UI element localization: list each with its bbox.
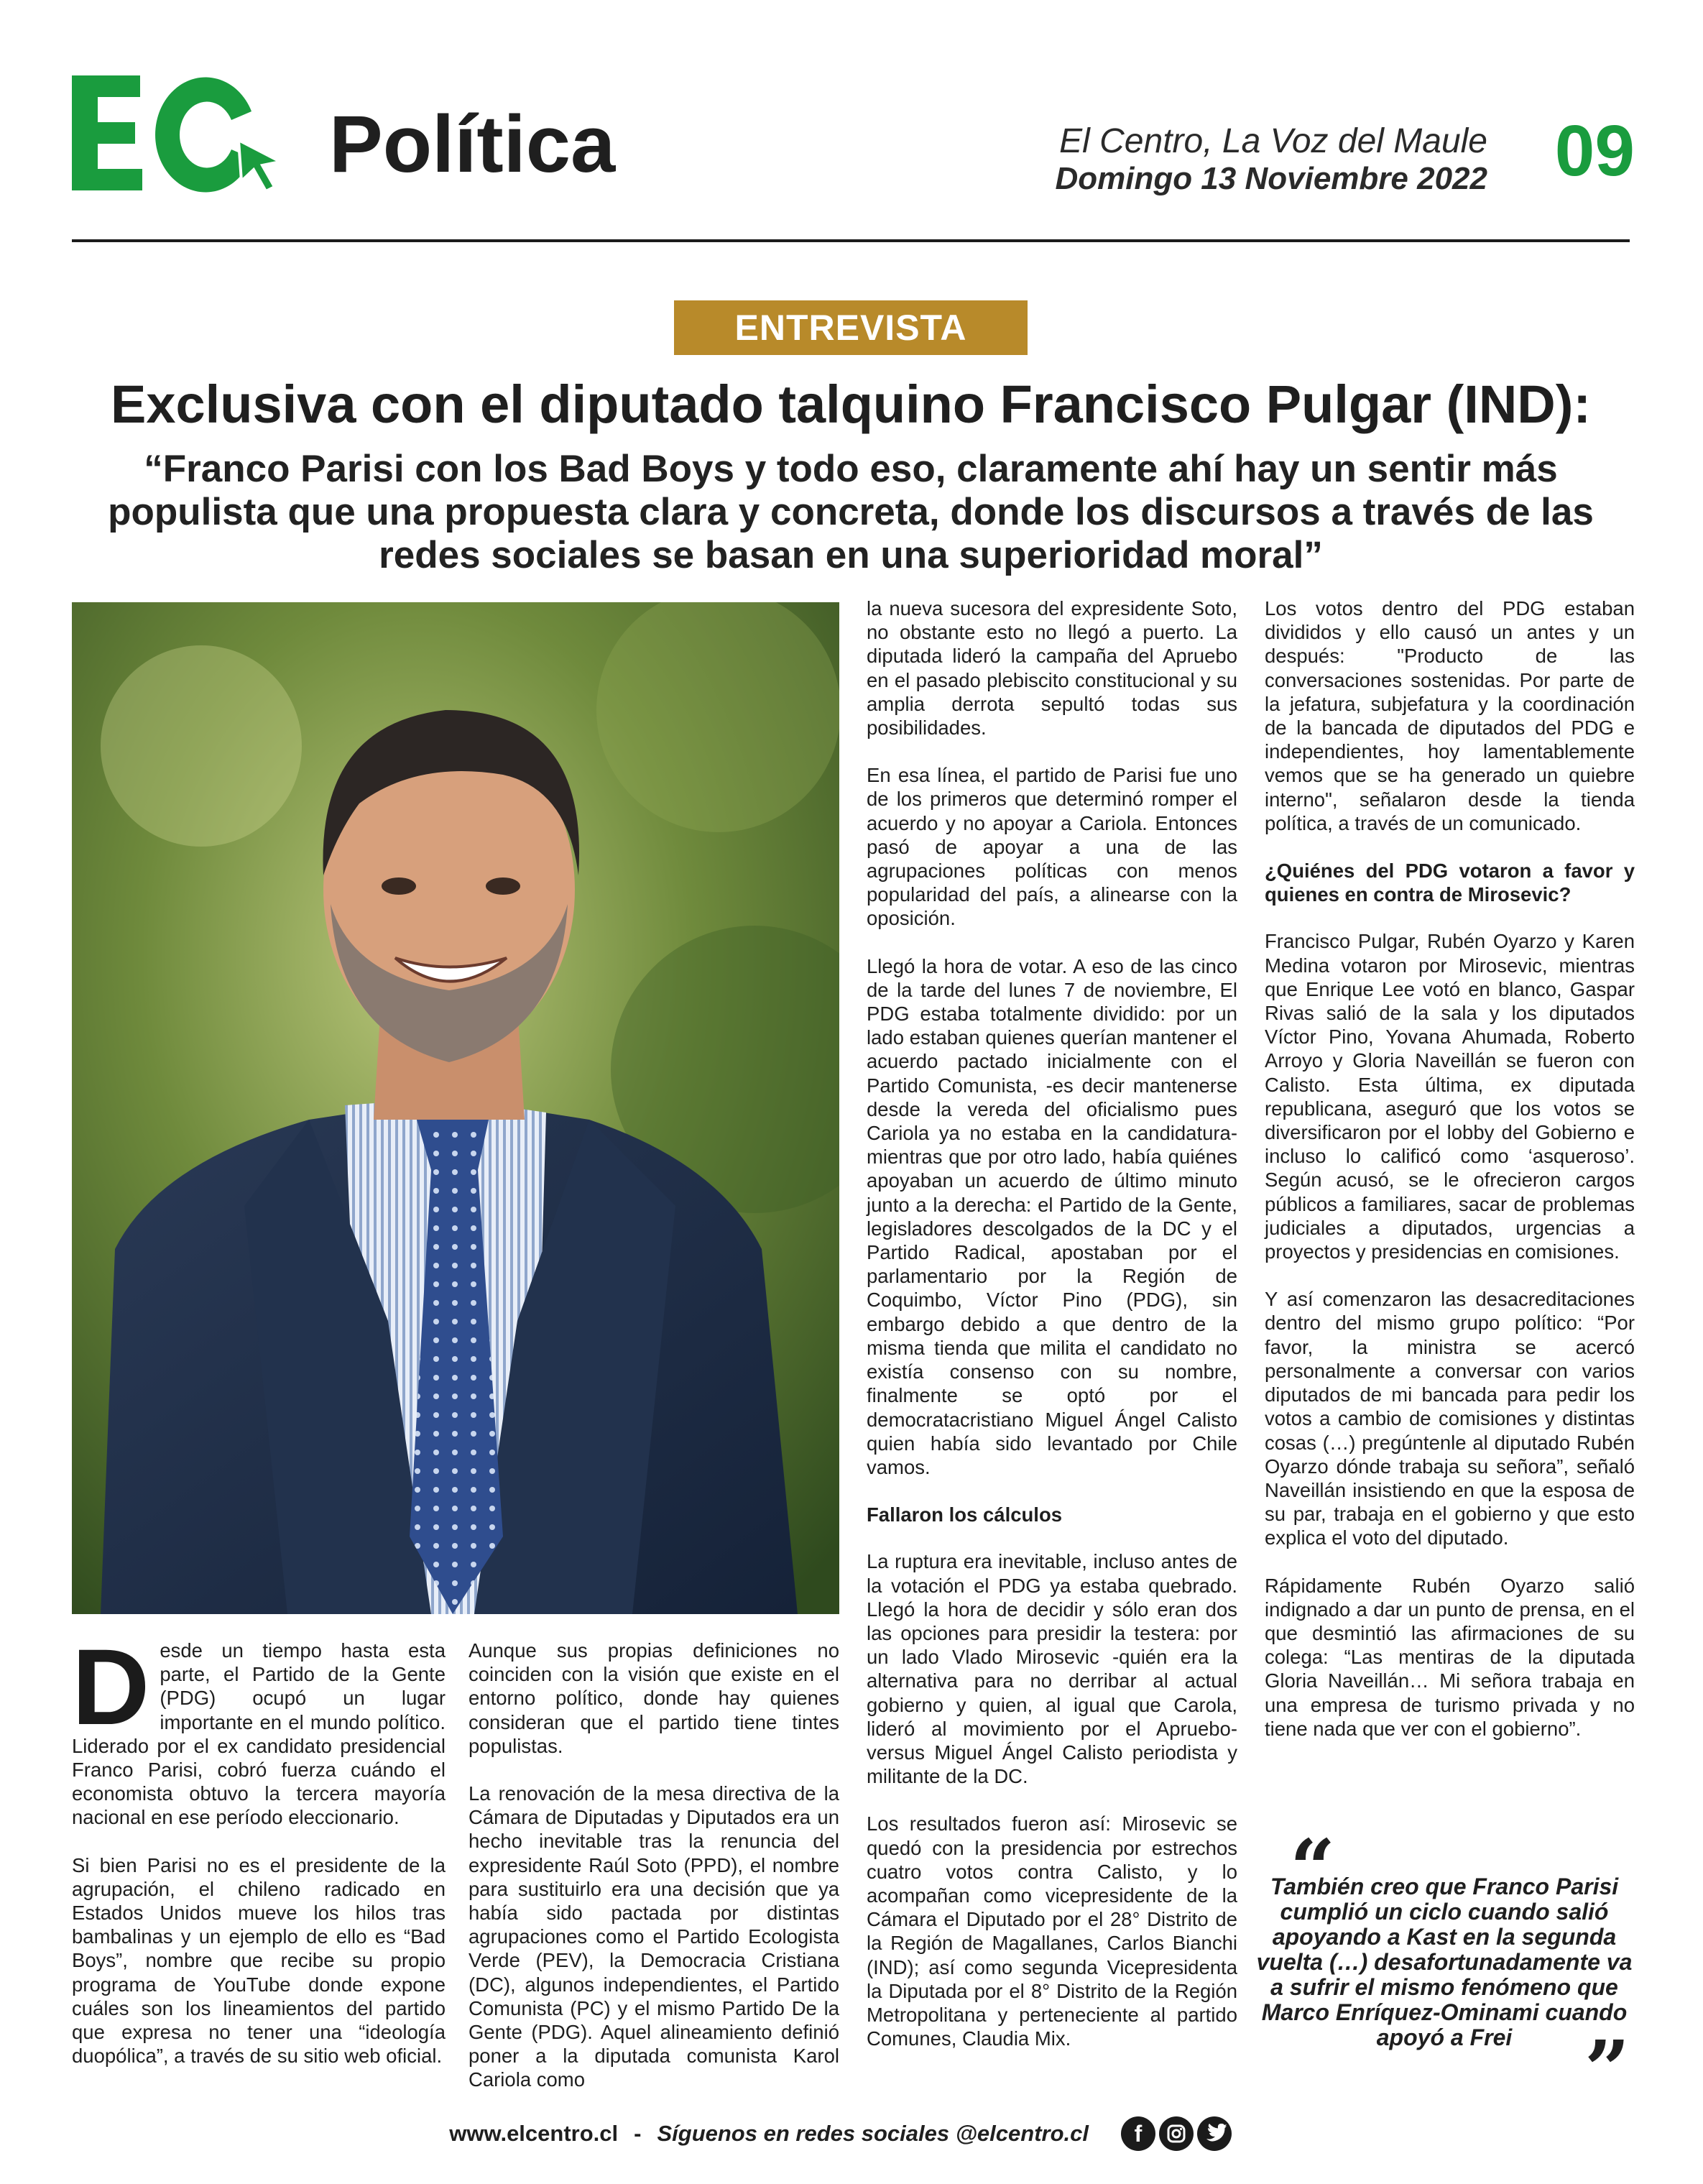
article-column-1	[72, 1626, 446, 2091]
social-follow-text: Síguenos en redes sociales @elcentro.cl	[657, 2121, 1089, 2146]
article-column-4	[1265, 596, 1635, 1764]
paragraph-text: esde un tiempo hasta esta parte, el Partido de la Gente (PDG) ocupó un lugar importante en el mundo político. Liderado por el ex candidato presidencial Franco Parisi, cobró fuerza cuándo el economista obtuvo la tercera mayoría nacional en ese período eleccionario.	[72, 1639, 446, 1829]
el-centro-logo	[72, 72, 287, 194]
open-quote-icon: “	[1290, 1822, 1336, 1915]
article-subheadline-quote: “Franco Parisi con los Bad Boys y todo eso, claramente ahí hay un sentir más populista que una propuesta clara y concreta, donde los discursos a través de las redes sociales se basan en una superioridad moral”	[108, 448, 1594, 576]
article-paragraph: Aunque sus propias definiciones no coinciden con la visión que existe en el entorno político, donde hay quienes consideran que el partido tiene tintes populistas.	[469, 1639, 839, 1757]
header-divider	[72, 239, 1630, 242]
article-paragraph: La renovación de la mesa directiva de la Cámara de Diputadas y Diputados era un hecho inevitable tras la renuncia del expresidente Raúl Soto (PPD), el nombre para sustituirlo era una decisión que ya había sido pactada por distintas agrupaciones como el Partido Ecologista Verde (PEV), la Democracia Cristiana (DC), algunos independientes, el Partido Comunista (PC) y el mismo Partido De la Gente (PDG). Aquel alineamiento definió poner a la diputada comunista Karol Cariola como	[469, 1782, 839, 2091]
pull-quote-text: También creo que Franco Parisi cumplió un ciclo cuando salió apoyando a Kast en la segunda vuelta (…) desafortunadamente va a sufrir el mismo fenómeno que Marco Enríquez-Ominami cuando apoyó a Frei	[1256, 1874, 1633, 2050]
article-paragraph: Los resultados fueron así: Mirosevic se quedó con la presidencia por estrechos cuatro votos contra Calisto, y lo acompañan como vicepresidente de la Cámara el Diputado por el 28° Distrito de la Región de Magallanes, Carlos Bianchi (IND); así como segunda Vicepresidenta la Diputada por el 8° Distrito de la Región Metropolitana y perteneciente al partido Comunes, Claudia Mix.	[867, 1812, 1237, 2050]
article-subheading: Fallaron los cálculos	[867, 1503, 1063, 1526]
article-paragraph	[72, 1626, 446, 1830]
portrait-photo	[72, 602, 839, 1614]
website-link[interactable]: www.elcentro.cl	[449, 2121, 619, 2146]
article-subheading: ¿Quiénes del PDG votaron a favor y quienes en contra de Mirosevic?	[1265, 860, 1635, 906]
article-paragraph: Llegó la hora de votar. A eso de las cinco de la tarde del lunes 7 de noviembre, El PDG estaba totalmente dividido: por un lado estaban quienes querían mantener el acuerdo pactado inicialmente con el Partido Comunista, -es decir mantenerse desde la vereda del oficialismo pues Cariola ya no estaba en la candidatura- mientras que por otro lado, había quiénes apoyaban un acuerdo de último minuto junto a la derecha: el Partido de la Gente, legisladores descolgados de la DC y el Partido Radical, apostaban por el parlamentario por la Región de Coquimbo, Víctor Pino (PDG), sin embargo debido a que dentro de la misma tienda que milita el candidato no existía consenso con su nombre, finalmente se optó por el democratacristiano Miguel Ángel Calisto quien había sido levantado por Chile vamos.	[867, 954, 1237, 1478]
twitter-icon[interactable]	[1197, 2116, 1232, 2151]
article-paragraph: Si bien Parisi no es el presidente de la agrupación, el chileno radicado en Estados Unidos mueve los hilos tras bambalinas y un ejemplo de ello es “Bad Boys”, nombre que recibe su propio programa de YouTube donde expone cuáles son los lineamientos del partido que expresa no tener una “ideología duopólica”, a través de su sitio web oficial.	[72, 1853, 446, 2068]
article-paragraph: Y así comenzaron las desacreditaciones dentro del mismo grupo político: “Por favor, la ministra se acercó personalmente a conversar con varios diputados de mi bancada para pedir los votos a cambio de comisiones y distintas cosas (…) pregúntenle al diputado Rubén Oyarzo dónde trabaja su señora”, señaló Naveillán insistiendo en que la esposa de su par, trabaja en el gobierno y que esto explica el voto del diputado.	[1265, 1288, 1635, 1549]
publication-info	[1055, 122, 1487, 197]
publication-date: Domingo 13 Noviembre 2022	[1055, 161, 1487, 196]
page-footer	[0, 2116, 1703, 2160]
facebook-icon[interactable]: f	[1121, 2116, 1155, 2151]
article-paragraph: La ruptura era inevitable, incluso antes de la votación el PDG ya estaba quebrado. Llegó la hora de decidir y sólo eran dos las opciones para presidir la testera: por un lado Vlado Mirosevic -quién era la alternativa para no derribar al actual gobierno y quien, al igual que Carola, lideró al movimiento por el Apruebo- versus Miguel Ángel Calisto periodista y militante de la DC.	[867, 1550, 1237, 1788]
article-paragraph: Los votos dentro del PDG estaban divididos y ello causó un antes y un después: "Producto de las conversaciones sostenidas. Por parte de la jefatura, subjefatura y la coordinación de la bancada de diputados del PDG e independientes, hoy lamentablemente vemos que se ha generado un quiebre interno", señalaron desde la tienda política, a través de un comunicado.	[1265, 597, 1635, 834]
section-tag: ENTREVISTA	[674, 300, 1028, 355]
article-column-2	[469, 1639, 839, 2116]
close-quote-icon: ”	[1584, 2023, 1630, 2116]
article-column-3	[867, 596, 1237, 2074]
article-paragraph: Francisco Pulgar, Rubén Oyarzo y Karen Medina votaron por Mirosevic, mientras que Enrique Lee votó en blanco, Gaspar Rivas salió de la sala y los diputados Víctor Pino, Yovana Ahumada, Roberto Arroyo y Gloria Naveillán se fueron con Calisto. Esta última, ex diputada republicana, aseguró que los votos se diversificaron por el lobby del Gobierno e incluso lo calificó como ‘asqueroso’. Según acusó, se le ofrecieron cargos públicos a familiares, sacar de problemas judiciales a diputados, urgencias a proyectos y presidencias en comisiones.	[1265, 930, 1635, 1263]
article-headline: Exclusiva con el diputado talquino Francisco Pulgar (IND):	[111, 374, 1591, 434]
article-paragraph: En esa línea, el partido de Parisi fue uno de los primeros que determinó romper el acuerdo y no apoyar a Cariola. Entonces pasó de apoyar a una de las agrupaciones políticas con menos popularidad del país, a alinearse con la oposición.	[867, 764, 1237, 930]
footer-separator: -	[634, 2121, 642, 2146]
pull-quote	[1250, 1822, 1638, 2116]
drop-cap: D	[72, 1626, 150, 1747]
article-paragraph: Rápidamente Rubén Oyarzo salió indignado a dar un punto de prensa, en el que desmintió las afirmaciones de su colega: “Las mentiras de la diputada Gloria Naveillán… Mi señora trabaja en una empresa de turismo privada y no tiene nada que ver con el gobierno”.	[1265, 1574, 1635, 1740]
instagram-icon[interactable]	[1159, 2116, 1194, 2151]
article-paragraph: la nueva sucesora del expresidente Soto, no obstante esto no llegó a puerto. La diputada lideró la campaña del Apruebo en el pasado plebiscito constitucional y su amplia derrota sepultó todas sus posibilidades.	[867, 597, 1237, 739]
page-number: 09	[1554, 111, 1635, 191]
section-title: Política	[329, 99, 616, 189]
footer-text	[449, 2121, 1089, 2147]
publication-name: El Centro, La Voz del Maule	[1059, 122, 1487, 160]
